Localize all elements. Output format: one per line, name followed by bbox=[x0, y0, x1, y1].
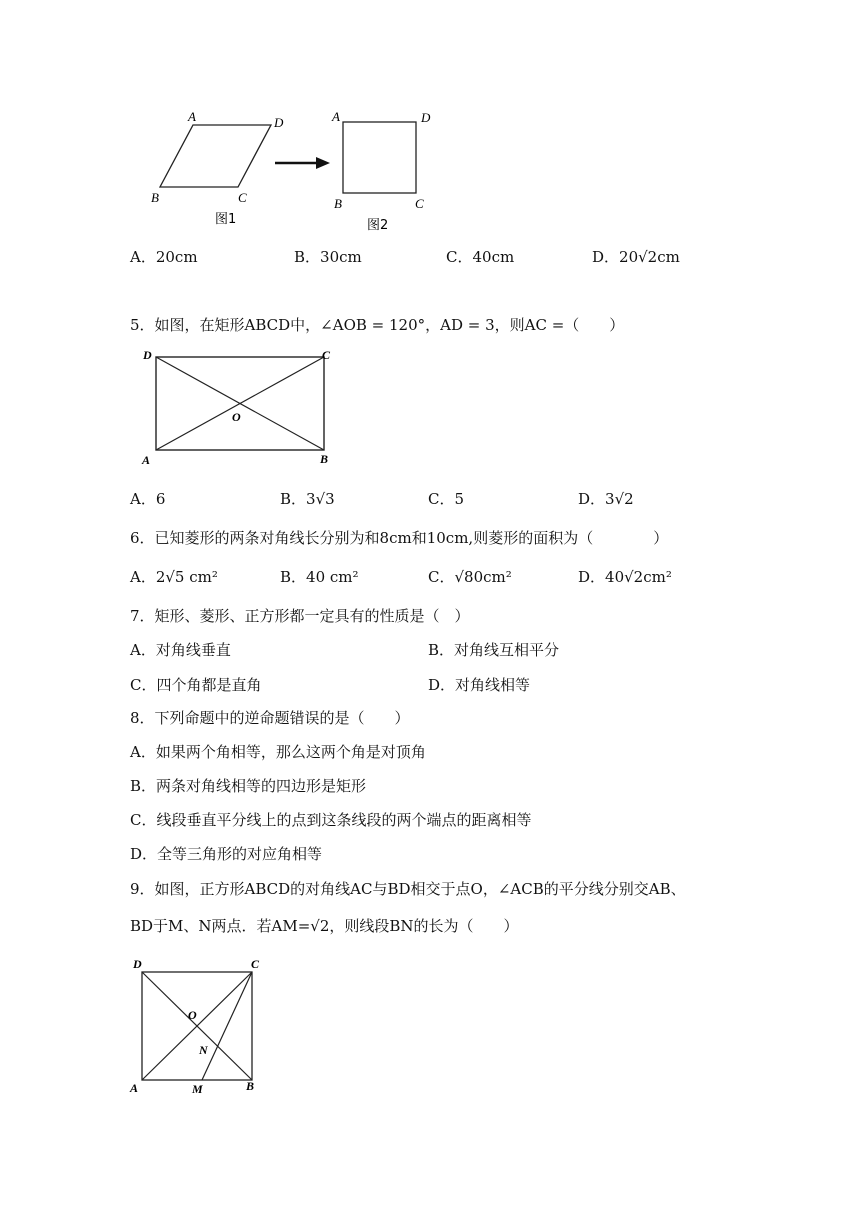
q4-option-a: A．20cm bbox=[130, 248, 198, 266]
fig2-caption: 图2 bbox=[367, 218, 389, 233]
q7-stem: 7．矩形、菱形、正方形都一定具有的性质是（ ） bbox=[130, 607, 470, 625]
q6-option-c: C．√80cm² bbox=[428, 568, 512, 586]
q5-option-a: A．6 bbox=[130, 490, 166, 508]
q5-label-b: B bbox=[320, 452, 329, 466]
rectangle-diagonals-diagram bbox=[138, 345, 343, 470]
q9-label-c: C bbox=[251, 957, 260, 971]
q8-option-b: B．两条对角线相等的四边形是矩形 bbox=[130, 777, 367, 795]
q9-label-m: M bbox=[192, 1082, 203, 1096]
q5-option-d: D．3√2 bbox=[578, 490, 634, 508]
fig2-label-d: D bbox=[421, 110, 431, 125]
q8-option-c: C．线段垂直平分线上的点到这条线段的两个端点的距离相等 bbox=[130, 811, 532, 829]
q4-option-d: D．20√2cm bbox=[592, 248, 680, 266]
q4-option-b: B．30cm bbox=[294, 248, 362, 266]
fig2-label-a: A bbox=[332, 109, 340, 124]
fig2-label-c: C bbox=[415, 196, 424, 211]
fig1-label-d: D bbox=[274, 115, 284, 130]
q9-label-o: O bbox=[188, 1008, 197, 1022]
q5-label-o: O bbox=[232, 410, 241, 424]
q6-option-d: D．40√2cm² bbox=[578, 568, 672, 586]
q9-figure bbox=[125, 952, 270, 1097]
q9-label-n: N bbox=[199, 1043, 208, 1057]
square-bisector-diagram bbox=[125, 952, 270, 1097]
q4-option-c: C．40cm bbox=[446, 248, 515, 266]
fig2-label-b: B bbox=[334, 196, 342, 211]
q7-option-a: A．对角线垂直 bbox=[130, 641, 231, 659]
fig1-label-a: A bbox=[188, 109, 196, 124]
q5-label-a: A bbox=[142, 453, 151, 467]
q5-stem: 5．如图，在矩形ABCD中，∠AOB = 120°，AD = 3，则AC =（ ） bbox=[130, 316, 625, 334]
q9-stem-line-2: BD于M、N两点．若AM=√2，则线段BN的长为（ ） bbox=[130, 917, 519, 935]
q4-arrow bbox=[272, 155, 332, 175]
q5-label-d: D bbox=[143, 348, 152, 362]
fig1-caption: 图1 bbox=[215, 212, 237, 227]
q5-option-c: C．5 bbox=[428, 490, 465, 508]
q9-label-a: A bbox=[130, 1081, 139, 1095]
q9-stem-line-1: 9．如图，正方形ABCD的对角线AC与BD相交于点O，∠ACB的平分线分别交AB、 bbox=[130, 880, 686, 898]
q5-figure bbox=[138, 345, 343, 470]
q7-option-d: D．对角线相等 bbox=[428, 676, 531, 694]
q7-option-c: C．四个角都是直角 bbox=[130, 676, 262, 694]
fig1-label-b: B bbox=[151, 190, 159, 205]
q9-label-d: D bbox=[133, 957, 142, 971]
q8-option-a: A．如果两个角相等，那么这两个角是对顶角 bbox=[130, 743, 426, 761]
q7-option-b: B．对角线互相平分 bbox=[428, 641, 560, 659]
q6-option-a: A．2√5 cm² bbox=[130, 568, 218, 586]
q6-option-b: B．40 cm² bbox=[280, 568, 359, 586]
q4-figure-2 bbox=[325, 105, 445, 235]
right-arrow-icon bbox=[272, 155, 332, 175]
q5-label-c: C bbox=[322, 348, 331, 362]
q6-stem: 6．已知菱形的两条对角线长分别为和8cm和10cm,则菱形的面积为（ ） bbox=[130, 529, 669, 547]
fig1-label-c: C bbox=[238, 190, 247, 205]
q9-label-b: B bbox=[246, 1079, 255, 1093]
q8-stem: 8．下列命题中的逆命题错误的是（ ） bbox=[130, 709, 410, 727]
square-diagram bbox=[325, 105, 445, 235]
q8-option-d: D．全等三角形的对应角相等 bbox=[130, 845, 323, 863]
q5-option-b: B．3√3 bbox=[280, 490, 335, 508]
